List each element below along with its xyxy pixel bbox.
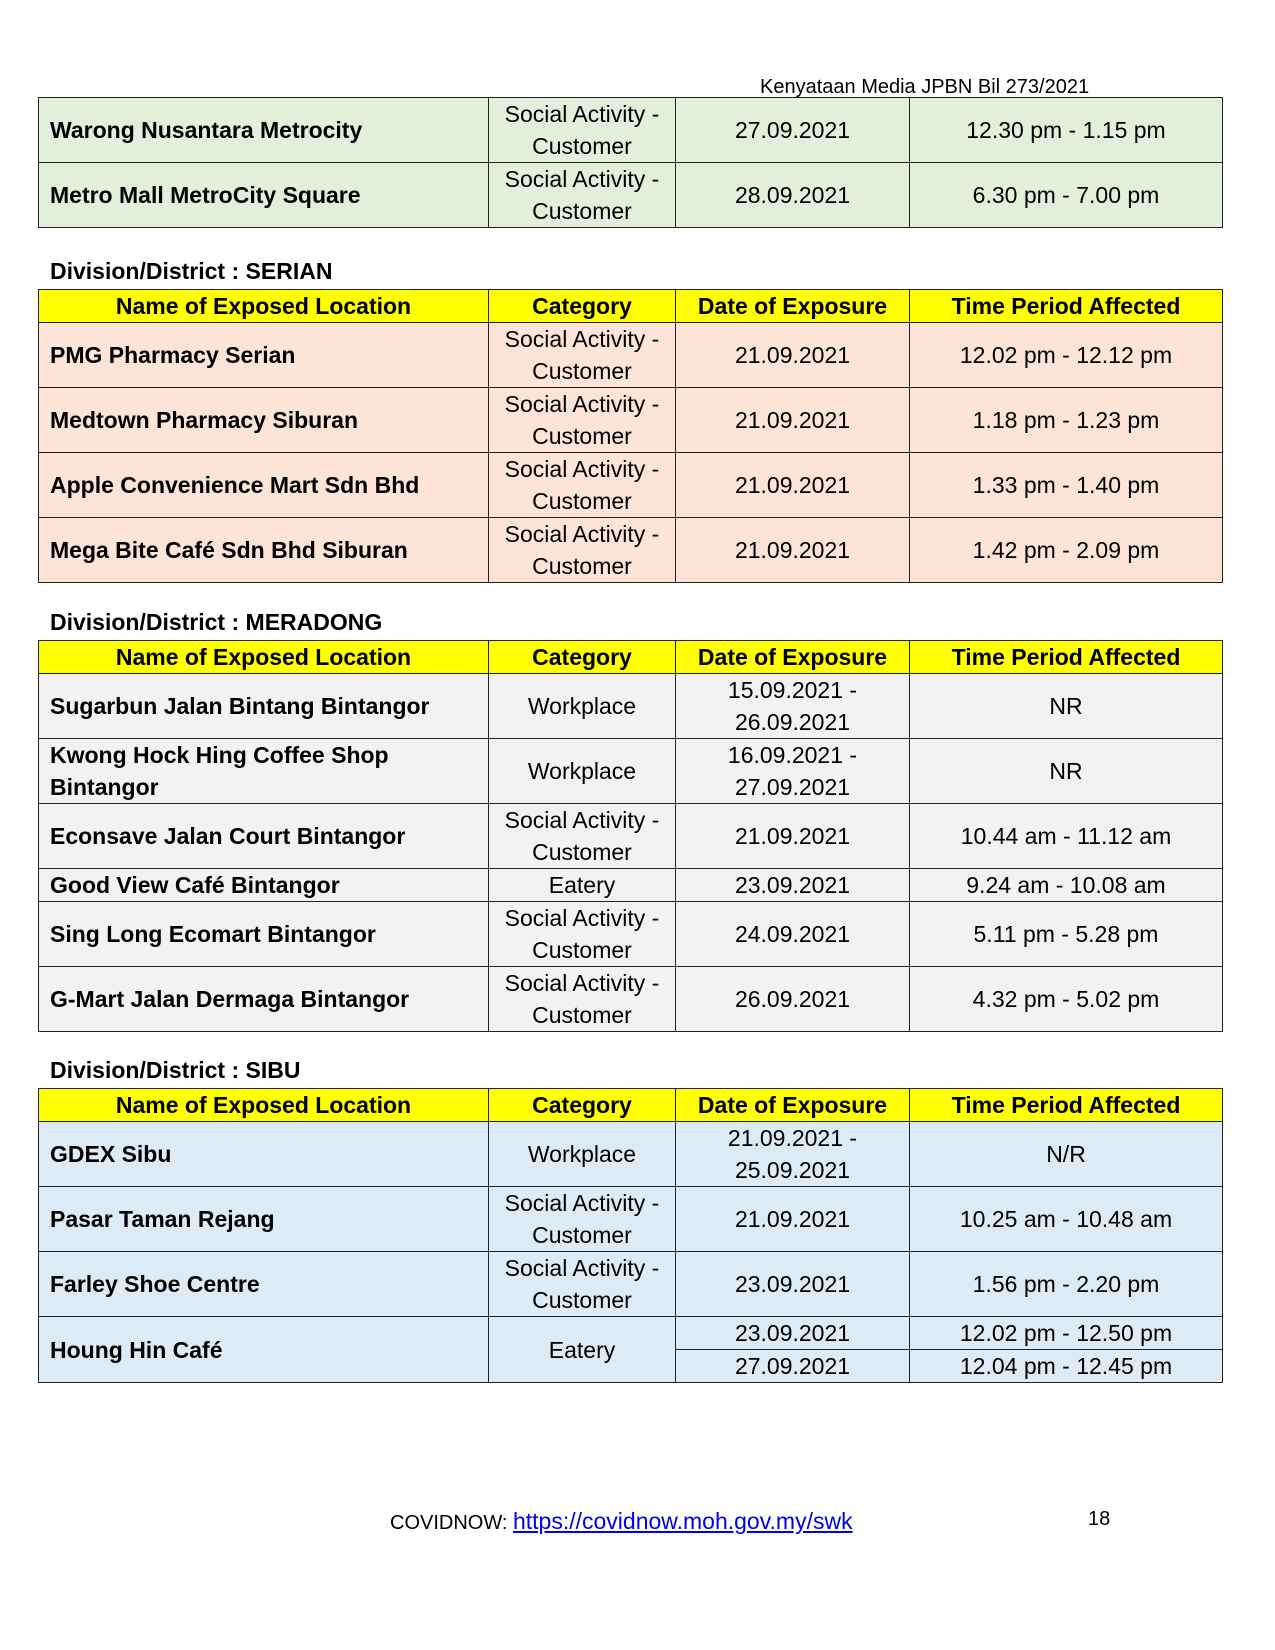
- date-cell: 27.09.2021: [676, 1350, 910, 1383]
- category-cell: Social Activity - Customer: [489, 1187, 676, 1252]
- table-row: [39, 869, 1223, 902]
- category-cell: Social Activity - Customer: [489, 453, 676, 518]
- time-cell: 5.11 pm - 5.28 pm: [910, 902, 1223, 967]
- table-row: [39, 967, 1223, 1032]
- footer-prefix: COVIDNOW:: [390, 1512, 513, 1534]
- footer: [390, 1508, 853, 1535]
- date-cell: 21.09.2021: [676, 323, 910, 388]
- column-header-time: Time Period Affected: [910, 1089, 1223, 1122]
- location-name: Medtown Pharmacy Siburan: [39, 388, 489, 453]
- location-name: Pasar Taman Rejang: [39, 1187, 489, 1252]
- sibu-table-body: [39, 1122, 1223, 1317]
- column-header-category: Category: [489, 290, 676, 323]
- column-header-time: Time Period Affected: [910, 641, 1223, 674]
- column-header-category: Category: [489, 1089, 676, 1122]
- table-header-row: [39, 290, 1223, 323]
- location-name: Farley Shoe Centre: [39, 1252, 489, 1317]
- date-cell: 21.09.2021 - 25.09.2021: [676, 1122, 910, 1187]
- date-cell: 21.09.2021: [676, 518, 910, 583]
- date-cell: 26.09.2021: [676, 967, 910, 1032]
- time-cell: 4.32 pm - 5.02 pm: [910, 967, 1223, 1032]
- category-cell: Social Activity - Customer: [489, 1252, 676, 1317]
- table-row: [39, 739, 1223, 804]
- category-cell: Social Activity - Customer: [489, 804, 676, 869]
- location-name: Econsave Jalan Court Bintangor: [39, 804, 489, 869]
- time-cell: 10.44 am - 11.12 am: [910, 804, 1223, 869]
- location-name: Mega Bite Café Sdn Bhd Siburan: [39, 518, 489, 583]
- category-cell: Social Activity - Customer: [489, 98, 676, 163]
- page-number: 18: [1088, 1508, 1111, 1530]
- category-cell: Social Activity - Customer: [489, 323, 676, 388]
- date-cell: 16.09.2021 - 27.09.2021: [676, 739, 910, 804]
- table-row: [39, 388, 1223, 453]
- time-cell: 6.30 pm - 7.00 pm: [910, 163, 1223, 228]
- column-header-date: Date of Exposure: [676, 1089, 910, 1122]
- time-cell: 1.33 pm - 1.40 pm: [910, 453, 1223, 518]
- column-header-category: Category: [489, 641, 676, 674]
- location-name: Houng Hin Café: [39, 1317, 489, 1383]
- district-heading-meradong: Division/District : MERADONG: [50, 609, 383, 635]
- meradong-table-body: [39, 674, 1223, 1032]
- date-cell: 21.09.2021: [676, 453, 910, 518]
- column-header-date: Date of Exposure: [676, 641, 910, 674]
- date-cell: 28.09.2021: [676, 163, 910, 228]
- table-header-row: [39, 641, 1223, 674]
- table-row: [39, 1122, 1223, 1187]
- covidnow-link[interactable]: https://covidnow.moh.gov.my/swk: [512, 1508, 853, 1534]
- time-cell: 1.42 pm - 2.09 pm: [910, 518, 1223, 583]
- location-name: GDEX Sibu: [39, 1122, 489, 1187]
- table-row: [39, 98, 1223, 163]
- document-header: Kenyataan Media JPBN Bil 273/2021: [760, 76, 1090, 98]
- table-row: [39, 323, 1223, 388]
- time-cell: N/R: [910, 1122, 1223, 1187]
- time-cell: NR: [910, 674, 1223, 739]
- time-cell: NR: [910, 739, 1223, 804]
- table-header-row: [39, 1089, 1223, 1122]
- time-cell: 9.24 am - 10.08 am: [910, 869, 1223, 902]
- category-cell: Workplace: [489, 674, 676, 739]
- sibu-table-body-extra: [39, 1317, 1223, 1383]
- table-row: [39, 1317, 1223, 1350]
- column-header-name: Name of Exposed Location: [39, 641, 489, 674]
- location-name: Warong Nusantara Metrocity: [39, 98, 489, 163]
- date-cell: 21.09.2021: [676, 388, 910, 453]
- time-cell: 12.02 pm - 12.50 pm: [910, 1317, 1223, 1350]
- table-row: [39, 453, 1223, 518]
- time-cell: 12.04 pm - 12.45 pm: [910, 1350, 1223, 1383]
- serian-table-body: [39, 323, 1223, 583]
- location-name: PMG Pharmacy Serian: [39, 323, 489, 388]
- category-cell: Social Activity - Customer: [489, 967, 676, 1032]
- date-cell: 23.09.2021: [676, 1317, 910, 1350]
- column-header-name: Name of Exposed Location: [39, 290, 489, 323]
- column-header-time: Time Period Affected: [910, 290, 1223, 323]
- time-cell: 12.02 pm - 12.12 pm: [910, 323, 1223, 388]
- table-row: [39, 518, 1223, 583]
- date-cell: 23.09.2021: [676, 1252, 910, 1317]
- time-cell: 1.18 pm - 1.23 pm: [910, 388, 1223, 453]
- column-header-date: Date of Exposure: [676, 290, 910, 323]
- date-cell: 21.09.2021: [676, 1187, 910, 1252]
- table-row: [39, 163, 1223, 228]
- continued-table-body: [39, 98, 1223, 228]
- category-cell: Social Activity - Customer: [489, 388, 676, 453]
- time-cell: 10.25 am - 10.48 am: [910, 1187, 1223, 1252]
- time-cell: 12.30 pm - 1.15 pm: [910, 98, 1223, 163]
- location-name: G-Mart Jalan Dermaga Bintangor: [39, 967, 489, 1032]
- category-cell: Social Activity - Customer: [489, 163, 676, 228]
- location-name: Apple Convenience Mart Sdn Bhd: [39, 453, 489, 518]
- category-cell: Eatery: [489, 1317, 676, 1383]
- district-heading-sibu: Division/District : SIBU: [50, 1057, 301, 1083]
- table-row: [39, 804, 1223, 869]
- table-row: [39, 674, 1223, 739]
- table-row: [39, 902, 1223, 967]
- location-name: Sing Long Ecomart Bintangor: [39, 902, 489, 967]
- location-name: Sugarbun Jalan Bintang Bintangor: [39, 674, 489, 739]
- date-cell: 15.09.2021 - 26.09.2021: [676, 674, 910, 739]
- date-cell: 27.09.2021: [676, 98, 910, 163]
- continued-table: [38, 97, 1223, 228]
- category-cell: Eatery: [489, 869, 676, 902]
- location-name: Kwong Hock Hing Coffee Shop Bintangor: [39, 739, 489, 804]
- date-cell: 24.09.2021: [676, 902, 910, 967]
- serian-table: [38, 289, 1223, 583]
- column-header-name: Name of Exposed Location: [39, 1089, 489, 1122]
- category-cell: Workplace: [489, 739, 676, 804]
- date-cell: 23.09.2021: [676, 869, 910, 902]
- location-name: Good View Café Bintangor: [39, 869, 489, 902]
- date-cell: 21.09.2021: [676, 804, 910, 869]
- meradong-table: [38, 640, 1223, 1032]
- category-cell: Social Activity - Customer: [489, 518, 676, 583]
- table-row: [39, 1187, 1223, 1252]
- location-name: Metro Mall MetroCity Square: [39, 163, 489, 228]
- table-row: [39, 1252, 1223, 1317]
- district-heading-serian: Division/District : SERIAN: [50, 258, 333, 284]
- category-cell: Social Activity - Customer: [489, 902, 676, 967]
- time-cell: 1.56 pm - 2.20 pm: [910, 1252, 1223, 1317]
- sibu-table: [38, 1088, 1223, 1383]
- category-cell: Workplace: [489, 1122, 676, 1187]
